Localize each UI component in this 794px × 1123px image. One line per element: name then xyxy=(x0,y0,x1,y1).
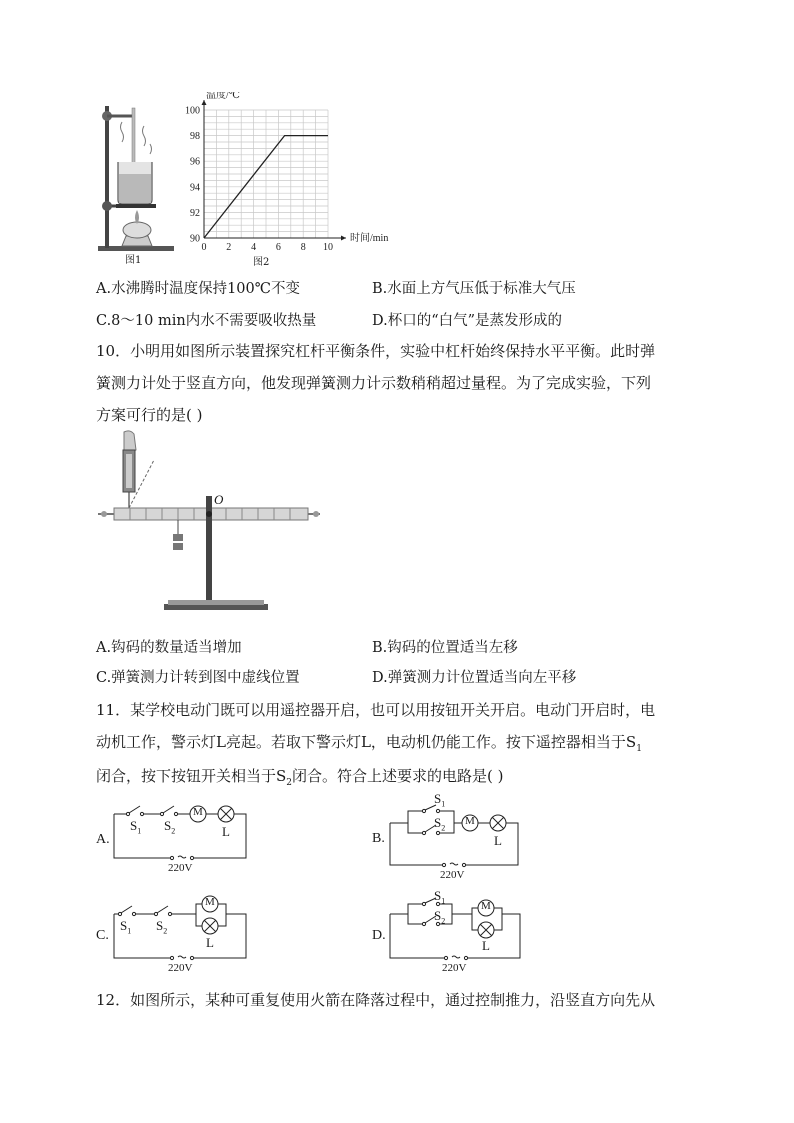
circuit-c-s1-sub: 1 xyxy=(127,926,132,936)
circuit-d-s2 xyxy=(434,908,445,926)
x-axis-arrow xyxy=(341,236,346,241)
circuit-a-voltage: 220V xyxy=(168,862,193,874)
q11-line-1: 11．某学校电动门既可以用遥控器开启，也可以用按钮开关开启。电动门开启时，电 xyxy=(96,701,656,719)
x-tick-label: 4 xyxy=(251,242,257,253)
q10-line-3: 方案可行的是( ) xyxy=(96,406,203,424)
circuit-a-s2-sub: 2 xyxy=(171,826,176,836)
x-tick-label: 8 xyxy=(300,242,306,253)
circuit-a-s2 xyxy=(164,818,175,836)
circuit-option-b[interactable] xyxy=(368,791,548,887)
circuit-a-label: A. xyxy=(96,832,110,847)
y-axis-label: 温度/℃ xyxy=(206,92,240,101)
y-tick-label: 94 xyxy=(190,182,200,194)
q11-line-3-sub: 2 xyxy=(286,778,293,788)
q9-option-d[interactable]: D.杯口的“白气”是蒸发形成的 xyxy=(372,313,563,329)
circuit-d-s1-sub: 1 xyxy=(441,896,446,906)
q9-option-c[interactable]: C.8～10 min内水不需要吸收热量 xyxy=(96,313,317,329)
x-tick-label: 10 xyxy=(323,242,333,253)
q10-line-2: 簧测力计处于竖直方向，他发现弹簧测力计示数稍稍超过量程。为了完成实验，下列 xyxy=(96,374,652,392)
circuit-b-s1 xyxy=(434,791,445,809)
circuit-c-s2-sub: 2 xyxy=(163,926,168,936)
q10-option-b[interactable]: B.钩码的位置适当左移 xyxy=(372,640,518,656)
x-tick-label: 6 xyxy=(275,242,281,253)
circuit-d-lamp: L xyxy=(482,938,490,953)
circuit-d-s2-text: S xyxy=(434,908,442,923)
circuit-a-s1-text: S xyxy=(130,818,138,833)
y-tick-label: 96 xyxy=(190,156,200,168)
circuit-b-s1-text: S xyxy=(434,791,442,806)
circuit-b-voltage: 220V xyxy=(440,869,465,881)
circuit-b-lamp: L xyxy=(494,833,502,848)
q11-line-2-sub: 1 xyxy=(636,744,642,754)
circuit-d-motor: M xyxy=(481,900,491,912)
x-tick-label: 0 xyxy=(201,242,207,253)
boiling-apparatus-figure xyxy=(92,96,178,266)
q9-option-b[interactable]: B.水面上方气压低于标准大气压 xyxy=(372,281,576,297)
circuit-b-motor: M xyxy=(465,815,475,827)
circuit-c-s2 xyxy=(156,918,167,936)
y-tick-label: 92 xyxy=(190,207,200,219)
q10-option-d[interactable]: D.弹簧测力计位置适当向左平移 xyxy=(372,670,577,686)
circuit-a-s2-text: S xyxy=(164,818,172,833)
circuit-b-s2-text: S xyxy=(434,815,442,830)
circuit-c-label: C. xyxy=(96,928,109,943)
x-tick-label: 2 xyxy=(226,242,232,253)
circuit-d-s1 xyxy=(434,888,445,906)
circuit-c-motor: M xyxy=(205,896,215,908)
pivot-label: O xyxy=(214,492,224,507)
temperature-time-chart xyxy=(180,92,400,264)
y-tick-label: 98 xyxy=(190,131,200,143)
q9-option-a[interactable]: A.水沸腾时温度保持100℃不变 xyxy=(96,281,300,297)
lever-apparatus-figure xyxy=(96,428,326,614)
q10-line-1: 10．小明用如图所示装置探究杠杆平衡条件，实验中杠杆始终保持水平平衡。此时弹 xyxy=(96,342,656,360)
circuit-c-voltage: 220V xyxy=(168,962,193,974)
circuit-option-c[interactable] xyxy=(92,888,272,980)
circuit-a-s1-sub: 1 xyxy=(137,826,142,836)
figure-1-label: 图1 xyxy=(125,255,142,266)
circuit-d-s2-sub: 2 xyxy=(441,916,446,926)
q12-line-1: 12．如图所示，某种可重复使用火箭在降落过程中，通过控制推力，沿竖直方向先从 xyxy=(96,991,656,1009)
circuit-b-label: B. xyxy=(372,831,385,846)
circuit-c-s1 xyxy=(120,918,131,936)
circuit-c-s1-text: S xyxy=(120,918,128,933)
y-tick-label: 100 xyxy=(185,105,200,117)
circuit-b-s1-sub: 1 xyxy=(441,799,446,809)
q11-line-3-post: 闭合。符合上述要求的电路是( ) xyxy=(292,767,504,785)
x-axis-label: 时间/min xyxy=(350,233,389,244)
circuit-option-a[interactable] xyxy=(92,800,272,880)
q11-line-2-text: 动机工作，警示灯L亮起。若取下警示灯L，电动机仍能工作。按下遥控器相当于S xyxy=(96,733,637,751)
q11-line-3-pre: 闭合，按下按钮开关相当于S xyxy=(96,767,287,785)
circuit-option-d[interactable] xyxy=(368,888,548,980)
q11-line-3 xyxy=(96,760,696,799)
circuit-a-motor: M xyxy=(193,806,203,818)
y-tick-label: 90 xyxy=(190,233,200,245)
circuit-d-voltage: 220V xyxy=(442,962,467,974)
figure-2-label: 图2 xyxy=(253,257,270,268)
circuit-c-lamp: L xyxy=(206,935,214,950)
circuit-a-s1 xyxy=(130,818,141,836)
circuit-b-s2-sub: 2 xyxy=(441,823,446,833)
q10-option-c[interactable]: C.弹簧测力计转到图中虚线位置 xyxy=(96,670,300,686)
q10-option-a[interactable]: A.钩码的数量适当增加 xyxy=(96,640,242,656)
circuit-a-lamp: L xyxy=(222,824,230,839)
circuit-d-label: D. xyxy=(372,928,386,943)
circuit-d-s1-text: S xyxy=(434,888,442,903)
circuit-b-s2 xyxy=(434,815,445,833)
circuit-c-s2-text: S xyxy=(156,918,164,933)
